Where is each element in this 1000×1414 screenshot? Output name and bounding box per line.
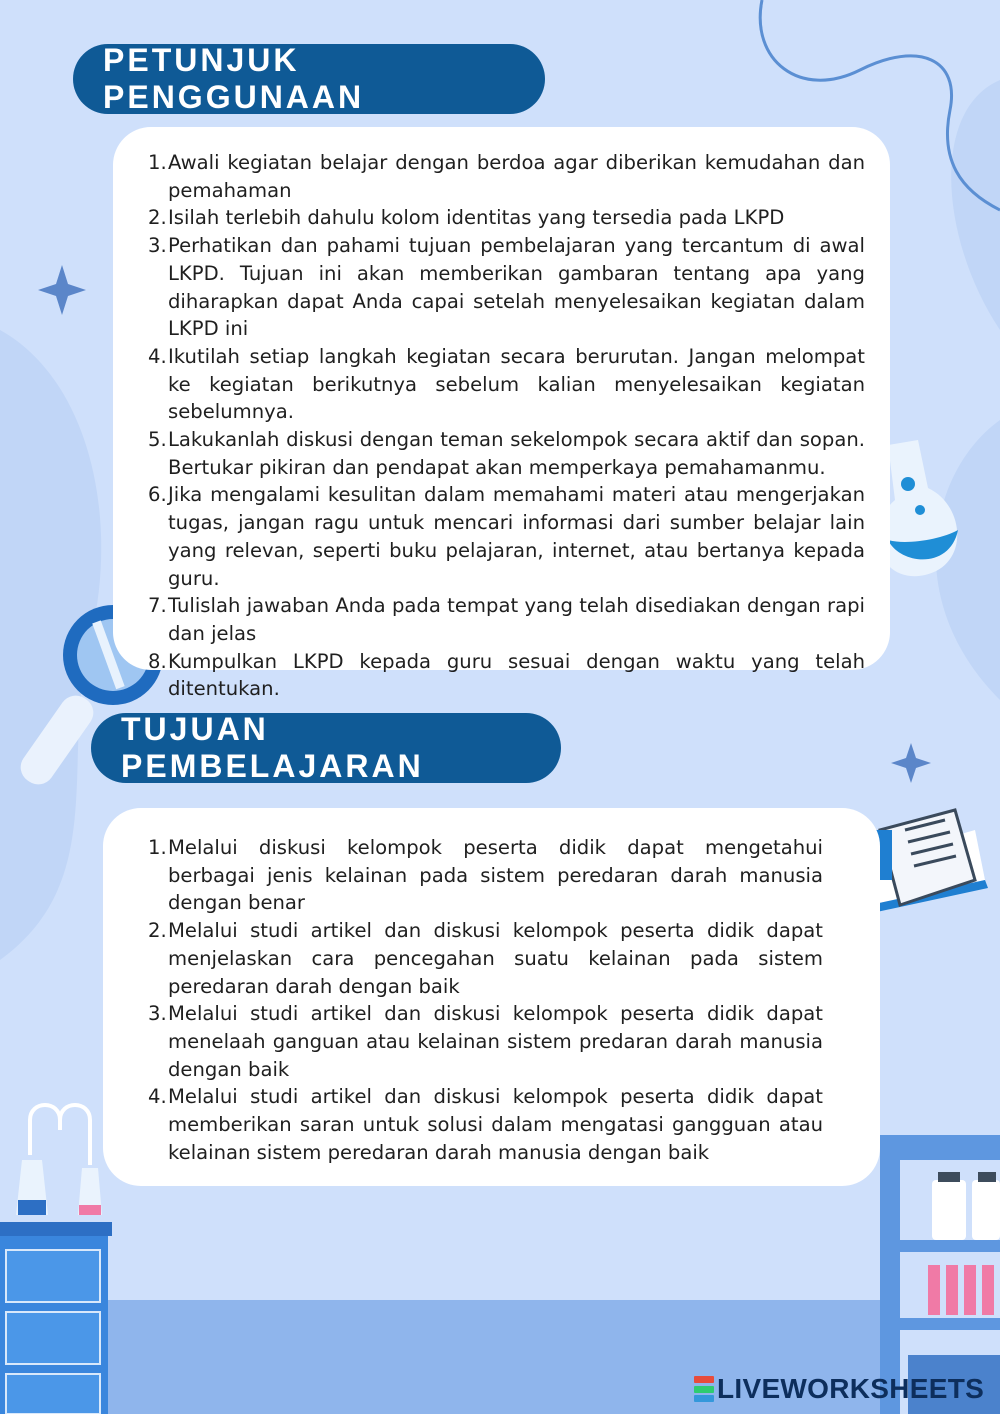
objectives-card — [103, 808, 880, 1186]
list-item — [148, 149, 865, 204]
list-item-number: 6. — [148, 483, 167, 507]
liveworksheets-watermark — [694, 1374, 984, 1404]
instructions-list — [148, 149, 865, 703]
list-item — [148, 426, 865, 481]
list-item-text: Lakukanlah diskusi dengan teman sekelompok secara aktif dan sopan. Bertukar pikiran dan pendapat akan memperkaya pemahamanmu. — [168, 428, 865, 479]
list-item-text: Melalui studi artikel dan diskusi kelompok peserta didik dapat menelaah ganguan atau kelainan sistem predaran darah manusia dengan baik — [168, 1002, 823, 1081]
list-item-number: 7. — [148, 594, 167, 618]
list-item — [148, 1083, 823, 1166]
list-item — [148, 648, 865, 703]
brand-wordmark: LIVEWORKSHEETS — [717, 1373, 985, 1404]
list-item — [148, 1000, 823, 1083]
objectives-title: TUJUAN PEMBELAJARAN — [121, 711, 424, 784]
objectives-list — [148, 834, 823, 1166]
list-item-number: 2. — [148, 919, 167, 943]
list-item-number: 3. — [148, 1002, 167, 1026]
list-item — [148, 834, 823, 917]
list-item-text: Ikutilah setiap langkah kegiatan secara berurutan. Jangan melompat ke kegiatan berikutnya sebelum kalian menyelesaikan kegiatan sebelumnya. — [168, 344, 865, 424]
list-item-text: Awali kegiatan belajar dengan berdoa agar diberikan kemudahan dan pemahaman — [168, 151, 865, 202]
list-item — [148, 343, 865, 426]
list-item-text: Jika mengalami kesulitan dalam memahami materi atau mengerjakan tugas, jangan ragu untuk mencari informasi dari sumber belajar lain yang relevan, seperti buku pelajaran, internet, atau bertanya kepada guru. — [168, 483, 865, 590]
list-item-text: Isilah terlebih dahulu kolom identitas yang tersedia pada LKPD — [168, 206, 785, 230]
list-item-number: 1. — [148, 836, 167, 859]
list-item-number: 1. — [148, 151, 167, 174]
list-item-number: 8. — [148, 649, 167, 673]
list-item-text: Kumpulkan LKPD kepada guru sesuai dengan waktu yang telah ditentukan. — [168, 649, 865, 701]
list-item-text: Tulislah jawaban Anda pada tempat yang telah disediakan dengan rapi dan jelas — [168, 594, 865, 645]
list-item-text: Melalui studi artikel dan diskusi kelompok peserta didik dapat menjelaskan cara pencegahan suatu kelainan pada sistem peredaran darah dengan baik — [168, 919, 823, 998]
objectives-heading — [91, 713, 561, 783]
list-item — [148, 204, 865, 232]
list-item — [148, 481, 865, 592]
instructions-title: PETUNJUK PENGGUNAAN — [103, 42, 365, 115]
instructions-card — [113, 127, 890, 701]
list-item — [148, 592, 865, 647]
list-item-number: 2. — [148, 206, 167, 230]
list-item-text: Melalui diskusi kelompok peserta didik dapat mengetahui berbagai jenis kelainan pada sistem peredaran darah manusia dengan benar — [168, 836, 823, 915]
list-item-text: Perhatikan dan pahami tujuan pembelajaran yang tercantum di awal LKPD. Tujuan ini akan memberikan gambaran tentang apa yang diharapkan dapat Anda capai setelah menyelesaikan kegiatan dalam LKPD ini — [168, 234, 865, 341]
list-item — [148, 232, 865, 343]
list-item-number: 5. — [148, 428, 167, 452]
list-item — [148, 917, 823, 1000]
list-item-number: 4. — [148, 344, 167, 368]
instructions-heading — [73, 44, 545, 114]
list-item-number: 4. — [148, 1085, 167, 1109]
liveworksheets-logo-icon — [694, 1376, 714, 1402]
list-item-number: 3. — [148, 234, 167, 258]
list-item-text: Melalui studi artikel dan diskusi kelompok peserta didik dapat memberikan saran untuk solusi dalam mengatasi gangguan atau kelainan sistem peredaran darah manusia dengan baik — [168, 1085, 823, 1164]
